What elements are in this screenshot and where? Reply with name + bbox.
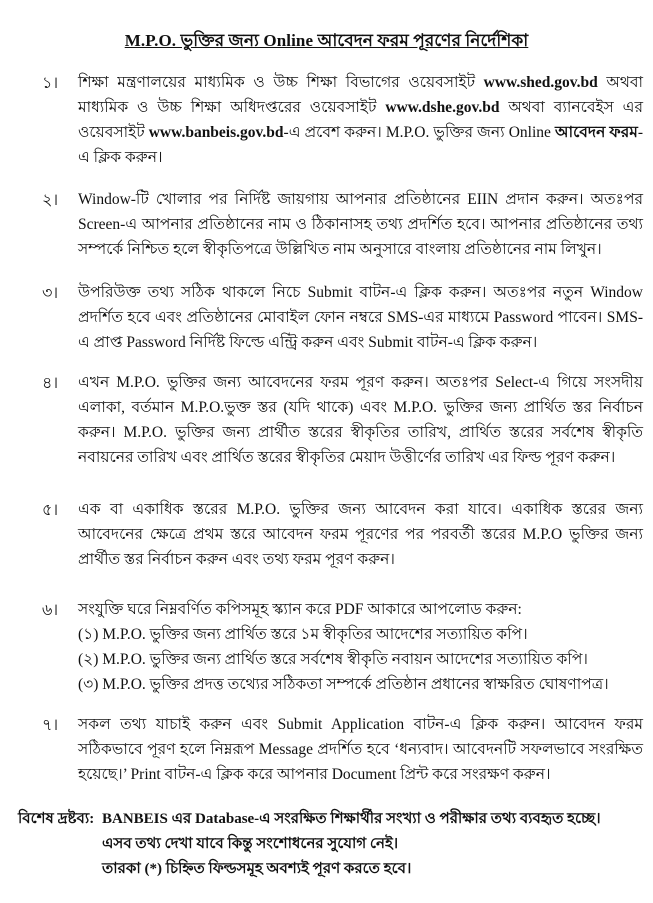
sub-item-2: (২) M.P.O. ভুক্তির জন্য প্রার্থিত স্তরে সর্বশেষ স্বীকৃতি নবায়ন আদেশের সত্যায়িত কপি।: [78, 651, 588, 668]
item-number: ২।: [42, 192, 59, 209]
item-text: [78, 597, 643, 697]
note-lines: [102, 807, 642, 882]
item-text: সকল তথ্য যাচাই করুন এবং Submit Application বাটন-এ ক্লিক করুন। আবেদন ফরম সঠিকভাবে পূরণ হলে নিম্নরূপ Message প্রদর্শিত হবে ‘ধন্যবাদ। আবেদনটি সফলভাবে সংরক্ষিত হয়েছে।’ Print বাটন-এ ক্লিক করে আপনার Document প্রিন্ট করে সংরক্ষণ করুন।: [78, 716, 643, 783]
note-line-3: তারকা (*) চিহ্নিত ফিল্ডসমূহ অবশ্যই পূরণ করতে হবে।: [102, 861, 412, 877]
item-text: Window-টি খোলার পর নির্দিষ্ট জায়গায় আপনার প্রতিষ্ঠানের EIIN প্রদান করুন। অতঃপর Screen-এ আপনার প্রতিষ্ঠানের নাম ও ঠিকানাসহ তথ্য প্রদর্শিত হবে। আপনার প্রতিষ্ঠানের তথ্য সম্পর্কে নিশ্চিত হলে স্বীকৃতিপত্রে উল্লিখিত নাম অনুসারে বাংলায় প্রতিষ্ঠানের নাম লিখুন।: [78, 191, 643, 258]
page-title: M.P.O. ভুক্তির জন্য Online আবেদন ফরম পূরণের নির্দেশিকা: [124, 31, 529, 50]
sub-item-1: (১) M.P.O. ভুক্তির জন্য প্রার্থিত স্তরে ১ম স্বীকৃতির আদেশের সত্যায়িত কপি।: [78, 626, 528, 643]
note-label: বিশেষ দ্রষ্টব্য:: [18, 811, 95, 827]
sub-item-3: (৩) M.P.O. ভুক্তির প্রদত্ত তথ্যের সঠিকতা সম্পর্কে প্রতিষ্ঠান প্রধানের স্বাক্ষরিত ঘোষণাপত্র।: [78, 676, 609, 693]
item-number: ৩।: [42, 285, 59, 302]
item-text: শিক্ষা মন্ত্রণালয়ের মাধ্যমিক ও উচ্চ শিক্ষা বিভাগের ওয়েবসাইট www.shed.gov.bd অথবা মাধ্যমিক ও উচ্চ শিক্ষা অধিদপ্তরের ওয়েবসাইট www.dshe.gov.bd অথবা ব্যানবেইস এর ওয়েবসাইট www.banbeis.gov.bd-এ প্রবেশ করুন। M.P.O. ভুক্তির জন্য Online আবেদন ফরম-এ ক্লিক করুন।: [78, 74, 644, 166]
item-number: ৭।: [42, 717, 59, 734]
item-intro: সংযুক্তি ঘরে নিম্নবর্ণিত কপিসমূহ স্ক্যান করে PDF আকারে আপলোড করুন:: [78, 601, 522, 618]
item-text: উপরিউক্ত তথ্য সঠিক থাকলে নিচে Submit বাটন-এ ক্লিক করুন। অতঃপর নতুন Window প্রদর্শিত হবে এবং প্রতিষ্ঠানের মোবাইল ফোন নম্বরে SMS-এর মাধ্যমে Password পাবেন। SMS-এ প্রাপ্ত Password নির্দিষ্ট ফিল্ডে এন্ট্রি করুন এবং Submit বাটন-এ ক্লিক করুন।: [78, 284, 643, 351]
note-line-2: এসব তথ্য দেখা যাবে কিন্তু সংশোধনের সুযোগ নেই।: [102, 836, 399, 852]
item-number: ৬।: [42, 602, 59, 619]
item-number: ৪।: [42, 375, 59, 392]
item-text: এক বা একাধিক স্তরের M.P.O. ভুক্তির জন্য আবেদন করা যাবে। একাধিক স্তরের জন্য আবেদনের ক্ষেত্রে প্রথম স্তরে আবেদন ফরম পূরণের পর পরবর্তী স্তরের M.P.O ভুক্তির জন্য প্রার্থীত স্তর নির্বাচন করুন এবং তথ্য ফরম পূরণ করুন।: [78, 501, 643, 568]
note-line-1: BANBEIS এর Database-এ সংরক্ষিত শিক্ষার্থীর সংখ্যা ও পরীক্ষার তথ্য ব্যবহৃত হচ্ছে।: [102, 811, 601, 827]
item-number: ৫।: [42, 502, 59, 519]
item-text: এখন M.P.O. ভুক্তির জন্য আবেদনের ফরম পূরণ করুন। অতঃপর Select-এ গিয়ে সংসদীয় এলাকা, বর্তমান M.P.O.ভুক্ত স্তর (যদি থাকে) এবং M.P.O. ভুক্তির জন্য প্রার্থিত স্তর নির্বাচন করুন। M.P.O. ভুক্তির জন্য প্রার্থীত স্তরের স্বীকৃতির তারিখ, প্রার্থিত স্তরের সর্বশেষ স্বীকৃতি নবায়নের তারিখ এবং প্রার্থিত স্তরের স্বীকৃতির মেয়াদ উত্তীর্ণের তারিখ এর ফিল্ড পূরণ করুন।: [78, 374, 643, 466]
item-number: ১।: [42, 75, 59, 92]
